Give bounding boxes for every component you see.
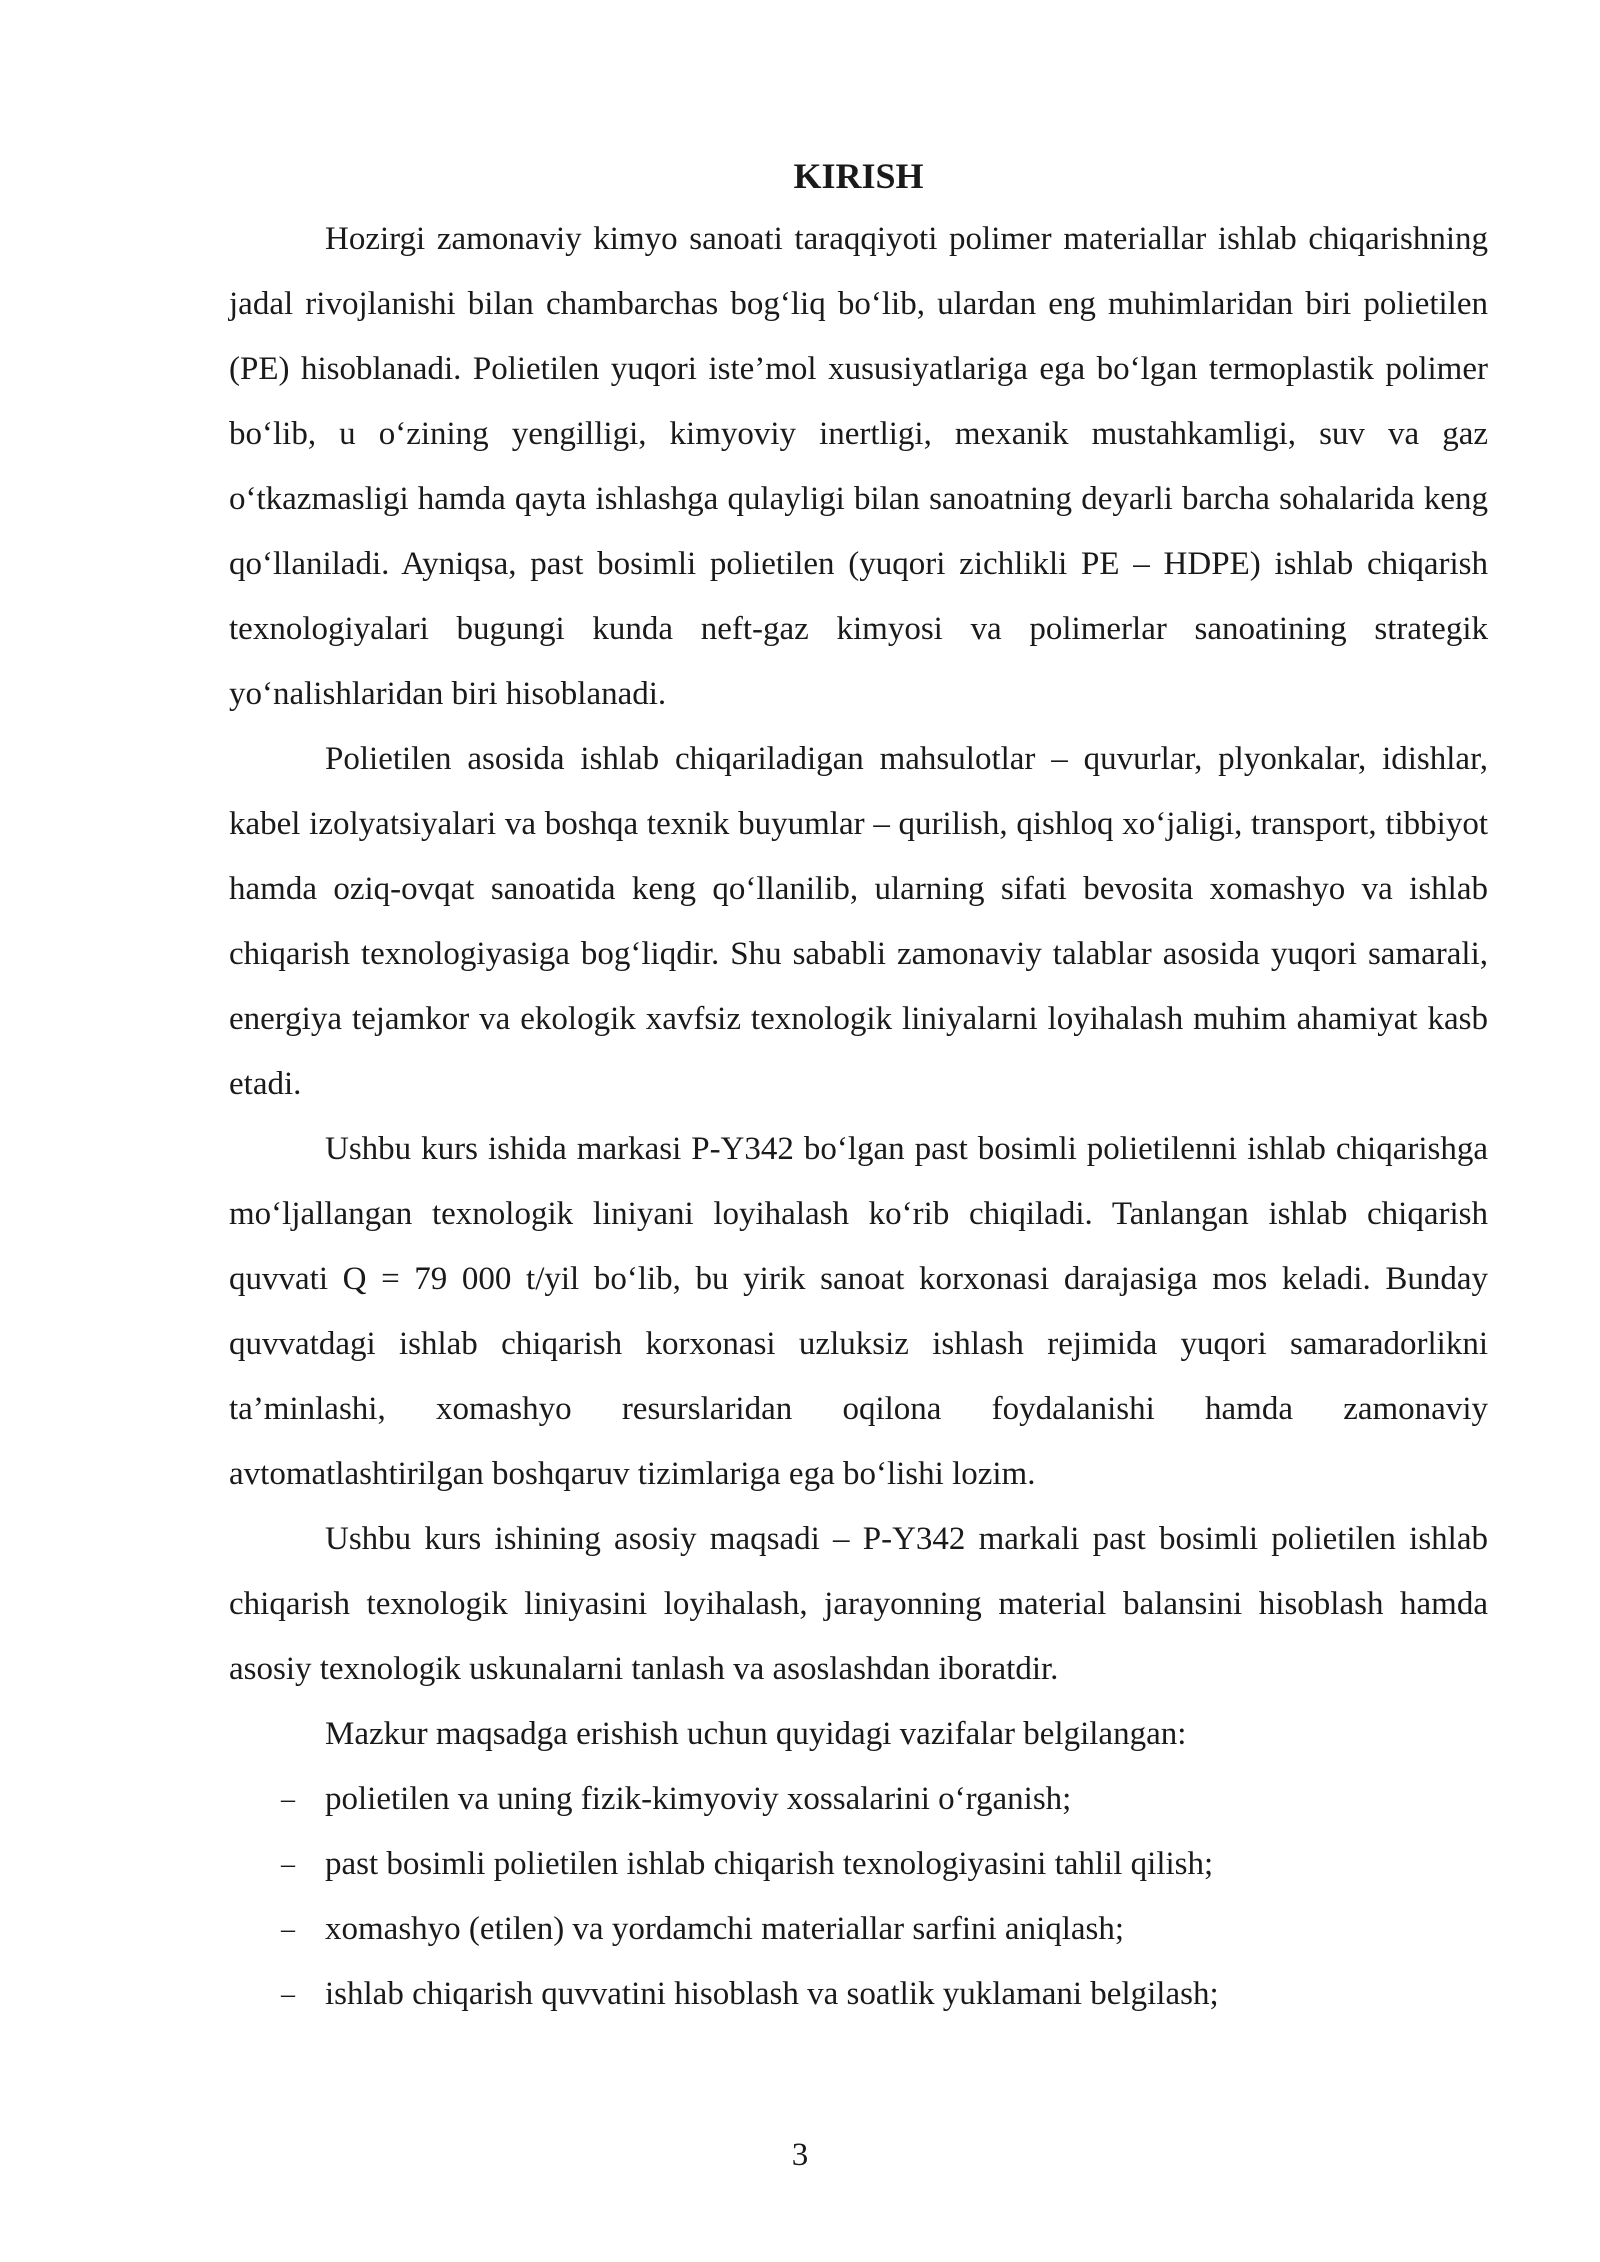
list-dash-marker: – <box>281 1914 295 1945</box>
page-number: 3 <box>791 2137 809 2173</box>
paragraph-goal: Ushbu kurs ishining asosiy maqsadi – P-Y342 markali past bosimli polietilen ishlab chiqarish texnologik liniyasini loyihalash, jarayonning material balansini hisoblash hamda asosiy texnologik uskunalarni tanlash va asoslashdan iboratdir. <box>229 1521 1488 1687</box>
list-dash-marker: – <box>281 1784 295 1815</box>
paragraph-tasks-intro: Mazkur maqsadga erishish uchun quyidagi vazifalar belgilangan: <box>325 1716 1187 1752</box>
list-item-text: xomashyo (etilen) va yordamchi materiallar sarfini aniqlash; <box>325 1911 1125 1947</box>
list-item <box>229 1962 1488 2027</box>
list-item <box>229 1832 1488 1897</box>
list-item-text: ishlab chiqarish quvvatini hisoblash va soatlik yuklamani belgilash; <box>325 1976 1219 2012</box>
list-dash-marker: – <box>281 1849 295 1880</box>
paragraph-course-work: Ushbu kurs ishida markasi P-Y342 bo‘lgan past bosimli polietilenni ishlab chiqarishga mo‘ljallangan texnologik liniyani loyihalash ko‘rib chiqiladi. Tanlangan ishlab chiqarish quvvati Q = 79 000 t/yil bo‘lib, bu yirik sanoat korxonasi darajasiga mos keladi. Bunday quvvatdagi ishlab chiqarish korxonasi uzluksiz ishlash rejimida yuqori samaradorlikni ta’minlashi, xomashyo resurslaridan oqilona foydalanishi hamda zamonaviy avtomatlashtirilgan boshqaruv tizimlariga ega bo‘lishi lozim. <box>229 1131 1488 1492</box>
paragraph-intro: Hozirgi zamonaviy kimyo sanoati taraqqiyoti polimer materiallar ishlab chiqarishning jadal rivojlanishi bilan chambarchas bog‘liq bo‘lib, ulardan eng muhimlaridan biri polietilen (PE) hisoblanadi. Polietilen yuqori iste’mol xususiyatlariga ega bo‘lgan termoplastik polimer bo‘lib, u o‘zining yengilligi, kimyoviy inertligi, mexanik mustahkamligi, suv va gaz o‘tkazmasligi hamda qayta ishlashga qulayligi bilan sanoatning deyarli barcha sohalarida keng qo‘llaniladi. Ayniqsa, past bosimli polietilen (yuqori zichlikli PE – HDPE) ishlab chiqarish texnologiyalari bugungi kunda neft-gaz kimyosi va polimerlar sanoatining strategik yo‘nalishlaridan biri hisoblanadi. <box>229 221 1488 712</box>
list-item <box>229 1767 1488 1832</box>
paragraph-products: Polietilen asosida ishlab chiqariladigan mahsulotlar – quvurlar, plyonkalar, idishlar, kabel izolyatsiyalari va boshqa texnik buyumlar – qurilish, qishloq xo‘jaligi, transport, tibbiyot hamda oziq-ovqat sanoatida keng qo‘llanilib, ularning sifati bevosita xomashyo va ishlab chiqarish texnologiyasiga bog‘liqdir. Shu sababli zamonaviy talablar asosida yuqori samarali, energiya tejamkor va ekologik xavfsiz texnologik liniyalarni loyihalash muhim ahamiyat kasb etadi. <box>229 741 1488 1102</box>
list-item-text: past bosimli polietilen ishlab chiqarish texnologiyasini tahlil qilish; <box>325 1846 1214 1882</box>
task-list <box>229 1767 1488 2027</box>
list-item-text: polietilen va uning fizik-kimyoviy xossalarini o‘rganish; <box>325 1781 1072 1817</box>
list-dash-marker: – <box>281 1979 295 2010</box>
document-page <box>229 145 1488 2027</box>
section-title: KIRISH <box>793 156 924 196</box>
list-item <box>229 1897 1488 1962</box>
